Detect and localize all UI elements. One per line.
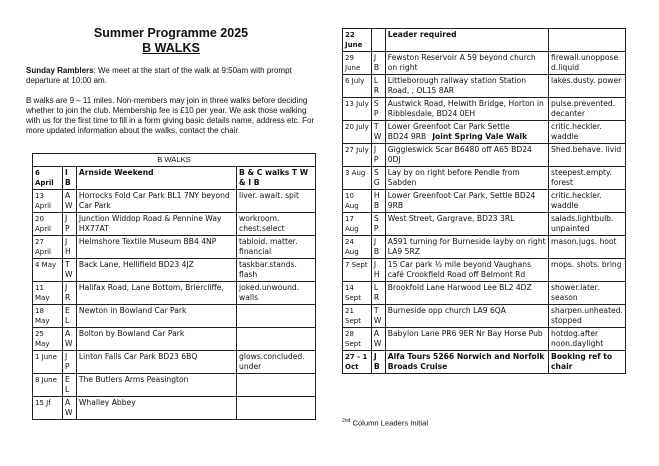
walk-date: 25 May [33, 328, 63, 351]
walk-date: 27 July [343, 144, 372, 167]
table-row [33, 236, 316, 259]
b-walks-table-left [32, 153, 316, 420]
what3words [237, 328, 316, 351]
meeting-place-line1: Lower Greenfoot Car Park Settle [387, 122, 510, 131]
leader-initials: T W [371, 305, 385, 328]
table-row [33, 190, 316, 213]
leader-initials: J B [371, 351, 385, 374]
table-caption: B WALKS [33, 154, 316, 167]
what3words: critic.heckler. waddle [549, 190, 626, 213]
what3words: firewall.unoppose d.liquid [549, 52, 626, 75]
table-row [343, 167, 626, 190]
walk-date: 10 Aug [343, 190, 372, 213]
table-caption-row [33, 154, 316, 167]
leader-initials: J P [371, 144, 385, 167]
leader-initials: T W [371, 121, 385, 144]
what3words: hotdog.after noon.daylight [549, 328, 626, 351]
walk-date: 28 Sept [343, 328, 372, 351]
header-initials: I B [62, 167, 76, 190]
what3words: Shed.behave. livid [549, 144, 626, 167]
meeting-place: Helmshore Textile Museum BB4 4NP [76, 236, 236, 259]
table-row [33, 374, 316, 397]
walk-date: 22 June [343, 29, 372, 52]
walk-date: 27 - 1 Oct [343, 351, 372, 374]
footer-note [342, 418, 428, 428]
leader-initials: J B [371, 236, 385, 259]
what3words: joked.unwound. walls [237, 282, 316, 305]
what3words [237, 374, 316, 397]
intro-lead-text: : We meet at the start of the walk at 9:50am with prompt departure at 10:00 am. [26, 66, 292, 85]
walk-date: 6 July [343, 75, 372, 98]
leader-initials: E L [62, 305, 76, 328]
walk-date: 13 July [343, 98, 372, 121]
header-note: B & C walks T W & I B [237, 167, 316, 190]
what3words: glows.concluded. under [237, 351, 316, 374]
table-row [33, 351, 316, 374]
leader-initials: S P [371, 213, 385, 236]
table-row [343, 236, 626, 259]
leader-initials: T W [62, 259, 76, 282]
intro-paragraph-2: B walks are 9 – 11 miles. Non-members may join in three walks before deciding whether to join the club. Membership fee is £10 per year. We ask those walking with us for the first time to fill in a form giving basic details name, address etc. For more updated information about the walks, contact the chair. [26, 96, 315, 135]
what3words: Booking ref to chair [549, 351, 626, 374]
meeting-place: Alfa Tours 5266 Norwich and Norfolk Broads Cruise [385, 351, 548, 374]
table-row [343, 190, 626, 213]
header-date: 6 April [33, 167, 63, 190]
leader-initials: A W [62, 190, 76, 213]
leader-initials: A W [62, 397, 76, 420]
leader-initials: H B [371, 190, 385, 213]
meeting-place: Halifax Road, Lane Bottom, Briercliffe, [76, 282, 236, 305]
what3words: sharpen.unheated. stopped [549, 305, 626, 328]
meeting-place: Horrocks Fold Car Park BL1 7NY beyond Car Park [76, 190, 236, 213]
leader-initials: E L [62, 374, 76, 397]
meeting-place: Babylon Lane PR6 9ER Nr Bay Horse Pub [385, 328, 548, 351]
leader-initials: J H [371, 259, 385, 282]
leader-initials: S G [371, 167, 385, 190]
joint-walk-note: Joint Spring Vale Walk [432, 132, 528, 141]
what3words: lakes.dusty. power [549, 75, 626, 98]
table-row [343, 305, 626, 328]
walk-date: 8 June [33, 374, 63, 397]
leader-initials: J B [371, 52, 385, 75]
meeting-place: Burneside opp church LA9 6QA [385, 305, 548, 328]
meeting-place-postcode: BD24 9RB [387, 132, 427, 141]
meeting-place: Brookfold Lane Harwood Lee BL2 4DZ [385, 282, 548, 305]
meeting-place [385, 121, 548, 144]
walk-date: 11 May [33, 282, 63, 305]
intro-lead: Sunday Ramblers [26, 66, 94, 75]
table-row [343, 259, 626, 282]
what3words [237, 305, 316, 328]
leader-initials: J R [62, 282, 76, 305]
table-row [343, 52, 626, 75]
meeting-place: Austwick Road, Helwith Bridge, Horton in Ribblesdale, BD24 0EH [385, 98, 548, 121]
table-row [343, 98, 626, 121]
meeting-place: Bolton by Bowland Car Park [76, 328, 236, 351]
meeting-place: Linton Falls Car Park BD23 6BQ [76, 351, 236, 374]
meeting-place: Whalley Abbey [76, 397, 236, 420]
what3words: critic.heckler. waddle [549, 121, 626, 144]
table-row [33, 328, 316, 351]
walk-date: 24 Aug [343, 236, 372, 259]
footer-sup: 2nd [342, 418, 351, 424]
leader-initials: A W [62, 328, 76, 351]
walk-date: 1 June [33, 351, 63, 374]
table-row [343, 75, 626, 98]
what3words: steepest.empty. forest [549, 167, 626, 190]
leader-initials: J H [62, 236, 76, 259]
walk-date: 17 Aug [343, 213, 372, 236]
table-row [343, 282, 626, 305]
meeting-place: Back Lane, Hellifield BD23 4JZ [76, 259, 236, 282]
table-row [343, 29, 626, 52]
table-row [343, 328, 626, 351]
what3words: shower.later. season [549, 282, 626, 305]
walk-date: 27 April [33, 236, 63, 259]
table-row [33, 213, 316, 236]
table-header-row [33, 167, 316, 190]
what3words [237, 397, 316, 420]
meeting-place: West Street, Gargrave, BD23 3RL [385, 213, 548, 236]
b-walks-table-right [342, 28, 626, 374]
meeting-place: Newton in Bowland Car Park [76, 305, 236, 328]
table-row [343, 351, 626, 374]
what3words: workroom. chest.select [237, 213, 316, 236]
table-row [33, 282, 316, 305]
walk-date: 21 Sept [343, 305, 372, 328]
walk-date: 13 April [33, 190, 63, 213]
meeting-place: A591 turning for Burneside layby on right LA9 5RZ [385, 236, 548, 259]
what3words [549, 29, 626, 52]
meeting-place: Junction Widdop Road & Pennine Way HX77AT [76, 213, 236, 236]
table-row [343, 213, 626, 236]
walk-date: 7 Sept [343, 259, 372, 282]
meeting-place: Lay by on right before Pendle from Sabden [385, 167, 548, 190]
what3words: mops. shots. bring [549, 259, 626, 282]
leader-initials: J P [62, 213, 76, 236]
table-row [343, 144, 626, 167]
intro-section [26, 26, 316, 136]
meeting-place: 15 Car park ½ mile beyond Vaughans café Crookfield Road off Belmont Rd [385, 259, 548, 282]
leader-initials: A W [371, 328, 385, 351]
walk-date: 4 May [33, 259, 63, 282]
leader-initials [371, 29, 385, 52]
meeting-place: Fewston Reservoir A 59 beyond church on right [385, 52, 548, 75]
walk-date: 14 Sept [343, 282, 372, 305]
leader-initials: S P [371, 98, 385, 121]
intro-paragraph-1 [26, 66, 316, 86]
table-row [343, 121, 626, 144]
meeting-place: Littleborough railway station Station Road, , OL15 8AR [385, 75, 548, 98]
what3words: mason.jugs. hoot [549, 236, 626, 259]
walk-date: 18 May [33, 305, 63, 328]
what3words: liver. await. spit [237, 190, 316, 213]
meeting-place: Giggleswick Scar B6480 off A65 BD24 0DJ [385, 144, 548, 167]
meeting-place: Lower Greenfoot Car Park, Settle BD24 9RB [385, 190, 548, 213]
table-row [33, 397, 316, 420]
what3words: salads.lightbulb. unpainted [549, 213, 626, 236]
walk-date: 29 June [343, 52, 372, 75]
leader-initials: J P [62, 351, 76, 374]
what3words: taskbar.stands. flash [237, 259, 316, 282]
footer-text: Column Leaders Initial [350, 418, 429, 428]
walk-date: 20 July [343, 121, 372, 144]
page-title: Summer Programme 2025 [93, 26, 249, 40]
meeting-place: The Butlers Arms Peasington [76, 374, 236, 397]
page-subtitle: B WALKS [142, 41, 200, 55]
header-place: Arnside Weekend [76, 167, 236, 190]
table-row [33, 259, 316, 282]
meeting-place-line2 [388, 132, 546, 142]
meeting-place: Leader required [385, 29, 548, 52]
leader-initials: L R [371, 282, 385, 305]
leader-initials: L R [371, 75, 385, 98]
walk-date: 3 Aug [343, 167, 372, 190]
walk-date: 20 April [33, 213, 63, 236]
table-row [33, 305, 316, 328]
walk-date: 15 Jf [33, 397, 63, 420]
what3words: tabloid. matter. financial [237, 236, 316, 259]
what3words: pulse.prevented. decanter [549, 98, 626, 121]
